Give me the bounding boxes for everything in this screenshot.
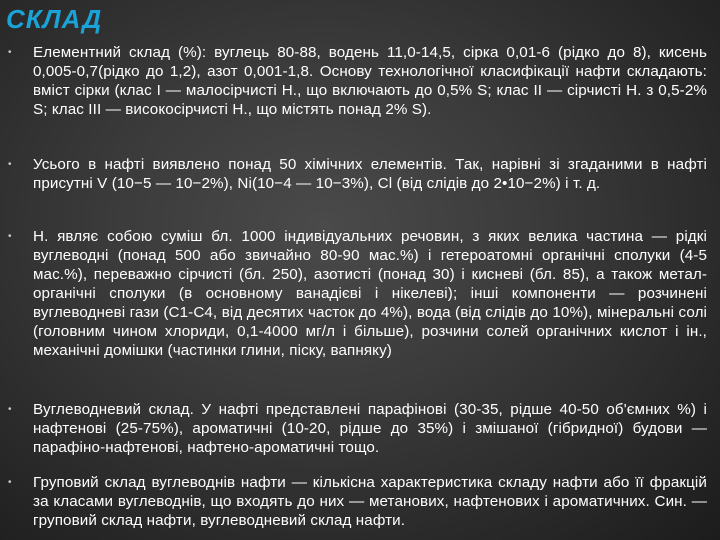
bullet-text: Груповий склад вуглеводнів нафти — кількісна характеристика складу нафти або її фракцій за класами вуглеводнів, що входять до них — метанових, нафтенових і ароматичних. Син. — груповий склад нафти, вуглеводневий склад нафти. [33, 474, 707, 529]
slide-title: СКЛАД [6, 4, 103, 34]
bullet-dot-icon: • [8, 47, 12, 58]
bullet-dot-icon: • [8, 404, 12, 415]
bullet-text: Вуглеводневий склад. У нафті представлені парафінові (30-35, рідше 40-50 об'ємних %) і нафтенові (25-75%), ароматичні (10-20, рідше до 35%) і змішаної (гібридної) будови — парафіно-нафтенові, нафтено-ароматичні тощо. [33, 401, 707, 456]
bullet-dot-icon: • [8, 231, 12, 242]
bullet-text: Усього в нафті виявлено понад 50 хімічних елементів. Так, нарівні зі згаданими в нафті присутні V (10−5 — 10−2%), Ni(10−4 — 10−3%), Cl (від слідів до 2•10−2%) і т. д. [33, 156, 707, 192]
bullet-text: Елементний склад (%): вуглець 80-88, водень 11,0-14,5, сірка 0,01-6 (рідко до 8), кисень 0,005-0,7(рідко до 1,2), азот 0,001-1,8. Основу технологічної класифікації нафти складають: вміст сірки (клас I — малосірчисті Н., що включають до 0,5% S; клас II — сірчисті Н. з 0,5-2% S; клас III — високосірчисті Н., що містять понад 2% S). [33, 44, 707, 118]
bullet-dot-icon: • [8, 159, 12, 170]
bullet-text: Н. являє собою суміш бл. 1000 індивідуальних речовин, з яких велика частина — рідкі вуглеводні (понад 500 або звичайно 80-90 мас.%) і гетероатомні органічні сполуки (4-5 мас.%), переважно сірчисті (бл. 250), азотисті (понад 30) і кисневі (бл. 85), а також метал-органічні сполуки (в основному ванадієві і нікелеві); інші компоненти — розчинені вуглеводневі гази (C1-C4, від десятих часток до 4%), вода (від слідів до 10%), мінеральні солі (головним чином хлориди, 0,1-4000 мг/л і більше), розчини солей органічних кислот і ін., механічні домішки (частинки глини, піску, вапняку) [33, 228, 707, 359]
bullet-dot-icon: • [8, 477, 12, 488]
